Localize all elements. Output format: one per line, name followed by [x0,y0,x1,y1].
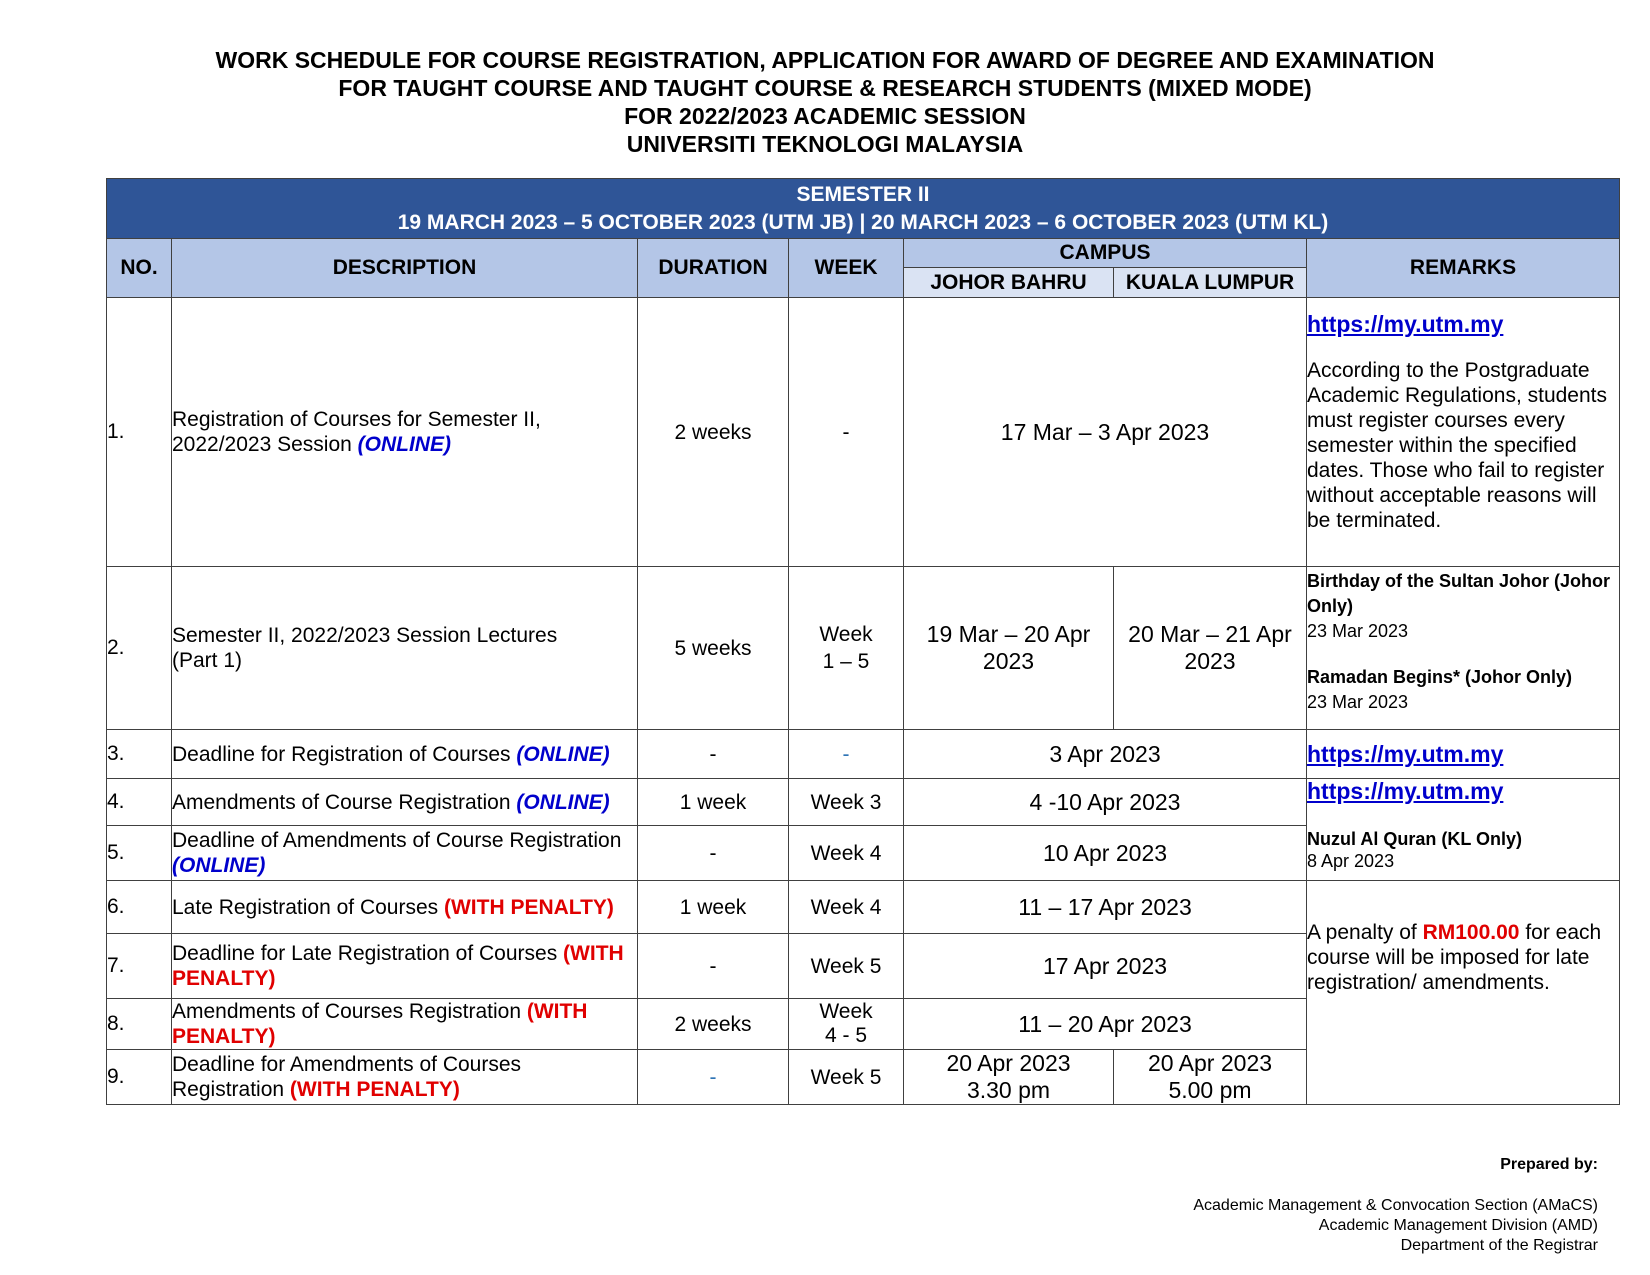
prepared-by-block [1193,1155,1598,1256]
row-week: - [789,730,904,779]
row-duration: 5 weeks [638,567,789,730]
header-week: WEEK [789,239,904,298]
row-duration: - [638,1050,789,1105]
week-line-1: Week [819,623,873,646]
row-date: 11 – 17 Apr 2023 [904,881,1307,934]
row-date: 17 Mar – 3 Apr 2023 [904,298,1307,567]
remarks-cell [1307,730,1620,779]
title-line-2: FOR TAUGHT COURSE AND TAUGHT COURSE & RESEARCH STUDENTS (MIXED MODE) [338,75,1312,101]
row-description [172,999,638,1050]
row-number: 7. [107,934,172,999]
remarks-cell [1307,881,1620,1105]
semester-header [107,179,1620,239]
description-text: Registration of Courses for Semester II, 2022/2023 Session [172,408,541,456]
remark-holiday-date: 23 Mar 2023 [1307,692,1409,712]
row-week: Week 5 [789,934,904,999]
row-description [172,934,638,999]
header-johor-bahru: JOHOR BAHRU [904,268,1114,298]
row-description [172,298,638,567]
date-kl-line-2: 5.00 pm [1168,1077,1252,1103]
date-johor-line-1: 20 Apr 2023 [946,1050,1071,1076]
row-duration: 2 weeks [638,999,789,1050]
date-johor-line-2: 3.30 pm [966,1077,1051,1103]
row-description [172,730,638,779]
remark-holiday-date: 8 Apr 2023 [1307,851,1395,871]
column-header-row [107,239,1620,268]
row-duration: - [638,826,789,881]
online-tag: (ONLINE) [516,742,610,766]
remark-holiday-title: Birthday of the Sultan Johor (Johor Only) [1307,571,1611,616]
remark-holiday-date: 23 Mar 2023 [1307,621,1409,641]
week-line-1: Week [819,1000,873,1023]
prepared-by-line-3: Department of the Registrar [1400,1237,1598,1254]
description-text: Deadline of Amendments of Course Registration [172,829,622,852]
row-week: Week 3 [789,779,904,826]
row-description [172,567,638,730]
week-line-2: 1 – 5 [822,650,870,673]
online-tag: (ONLINE) [172,854,266,877]
my-utm-link[interactable]: https://my.utm.my [1307,740,1504,767]
row-number: 3. [107,730,172,779]
remarks-cell [1307,298,1620,567]
schedule-table [106,178,1620,1105]
remark-holiday-title: Nuzul Al Quran (KL Only) [1307,829,1522,849]
description-line-2: (Part 1) [172,649,243,672]
date-kl-line-1: 20 Mar – 21 Apr [1128,621,1292,647]
row-week: Week 4 [789,826,904,881]
row-description [172,779,638,826]
description-text: Late Registration of Courses [172,895,444,919]
online-tag: (ONLINE) [516,790,610,814]
date-kl-line-1: 20 Apr 2023 [1147,1050,1273,1076]
row-number: 9. [107,1050,172,1105]
prepared-by-label: Prepared by: [1500,1156,1598,1173]
row-week [789,999,904,1050]
date-johor-line-2: 2023 [982,648,1035,674]
remarks-cell [1307,567,1620,730]
my-utm-link[interactable]: https://my.utm.my [1307,778,1504,804]
title-line-3: FOR 2022/2023 ACADEMIC SESSION [624,103,1026,129]
date-kl-line-2: 2023 [1184,648,1236,674]
table-row [107,779,1620,826]
row-duration: 1 week [638,779,789,826]
table-row [107,881,1620,934]
header-campus: CAMPUS [904,239,1307,268]
row-date-johor [904,567,1114,730]
row-week: Week 4 [789,881,904,934]
description-text: Deadline for Registration of Courses [172,742,517,766]
semester-header-row [107,179,1620,239]
description-text: Amendments of Course Registration [172,790,517,814]
semester-name: SEMESTER II [796,182,930,206]
remark-holiday-title: Ramadan Begins* (Johor Only) [1307,667,1573,687]
prepared-by-line-1: Academic Management & Convocation Section (AMaCS) [1193,1197,1598,1214]
week-line-2: 4 - 5 [824,1024,868,1047]
row-week [789,567,904,730]
row-date: 11 – 20 Apr 2023 [904,999,1307,1050]
prepared-by-line-2: Academic Management Division (AMD) [1318,1217,1598,1234]
penalty-tag: (WITH PENALTY) [443,895,614,919]
row-number: 1. [107,298,172,567]
row-number: 6. [107,881,172,934]
row-date-johor [904,1050,1114,1105]
row-date: 4 -10 Apr 2023 [904,779,1307,826]
row-week: Week 5 [789,1050,904,1105]
row-description [172,1050,638,1105]
row-number: 8. [107,999,172,1050]
header-duration: DURATION [638,239,789,298]
description-text: Deadline for Amendments of Courses Registration [172,1053,522,1101]
semester-dates: 19 MARCH 2023 – 5 OCTOBER 2023 (UTM JB) | 20 MARCH 2023 – 6 OCTOBER 2023 (UTM KL) [397,210,1329,234]
description-text: Amendments of Courses Registration [172,1000,527,1023]
date-johor-line-1: 19 Mar – 20 Apr [926,621,1091,647]
header-description: DESCRIPTION [172,239,638,298]
row-duration: - [638,730,789,779]
row-number: 4. [107,779,172,826]
row-duration: 1 week [638,881,789,934]
penalty-tag: (WITH PENALTY) [172,1000,588,1048]
penalty-tag: (WITH PENALTY) [289,1078,460,1101]
remarks-cell [1307,779,1620,881]
row-date: 17 Apr 2023 [904,934,1307,999]
title-line-1: WORK SCHEDULE FOR COURSE REGISTRATION, APPLICATION FOR AWARD OF DEGREE AND EXAMINATION [215,47,1435,73]
table-row [107,730,1620,779]
remarks-regulation-text: According to the Postgraduate Academic Regulations, students must register courses every semester within the specified dates. Those who fail to register without acceptable reasons will be terminated. [1307,359,1607,532]
description-text: Deadline for Late Registration of Courses [172,942,564,965]
penalty-remark-pre: A penalty of [1307,921,1423,944]
row-description [172,826,638,881]
row-date: 3 Apr 2023 [904,730,1307,779]
title-line-4: UNIVERSITI TEKNOLOGI MALAYSIA [626,131,1024,157]
row-number: 5. [107,826,172,881]
header-kuala-lumpur: KUALA LUMPUR [1114,268,1307,298]
penalty-amount: RM100.00 [1422,921,1520,944]
row-date-kl [1114,1050,1307,1105]
row-week: - [789,298,904,567]
penalty-tag: (WITH PENALTY) [172,942,624,990]
header-remarks: REMARKS [1307,239,1620,298]
row-duration: 2 weeks [638,298,789,567]
penalty-remark-post: for each course will be imposed for late registration/ amendments. [1307,921,1602,994]
document-title [0,46,1650,158]
description-line-1: Semester II, 2022/2023 Session Lectures [172,624,558,647]
row-number: 2. [107,567,172,730]
table-row [107,298,1620,567]
row-date: 10 Apr 2023 [904,826,1307,881]
row-description [172,881,638,934]
row-duration: - [638,934,789,999]
table-row [107,567,1620,730]
online-tag: (ONLINE) [357,433,451,456]
row-date-kl [1114,567,1307,730]
my-utm-link[interactable]: https://my.utm.my [1307,311,1504,337]
header-no: NO. [107,239,172,298]
